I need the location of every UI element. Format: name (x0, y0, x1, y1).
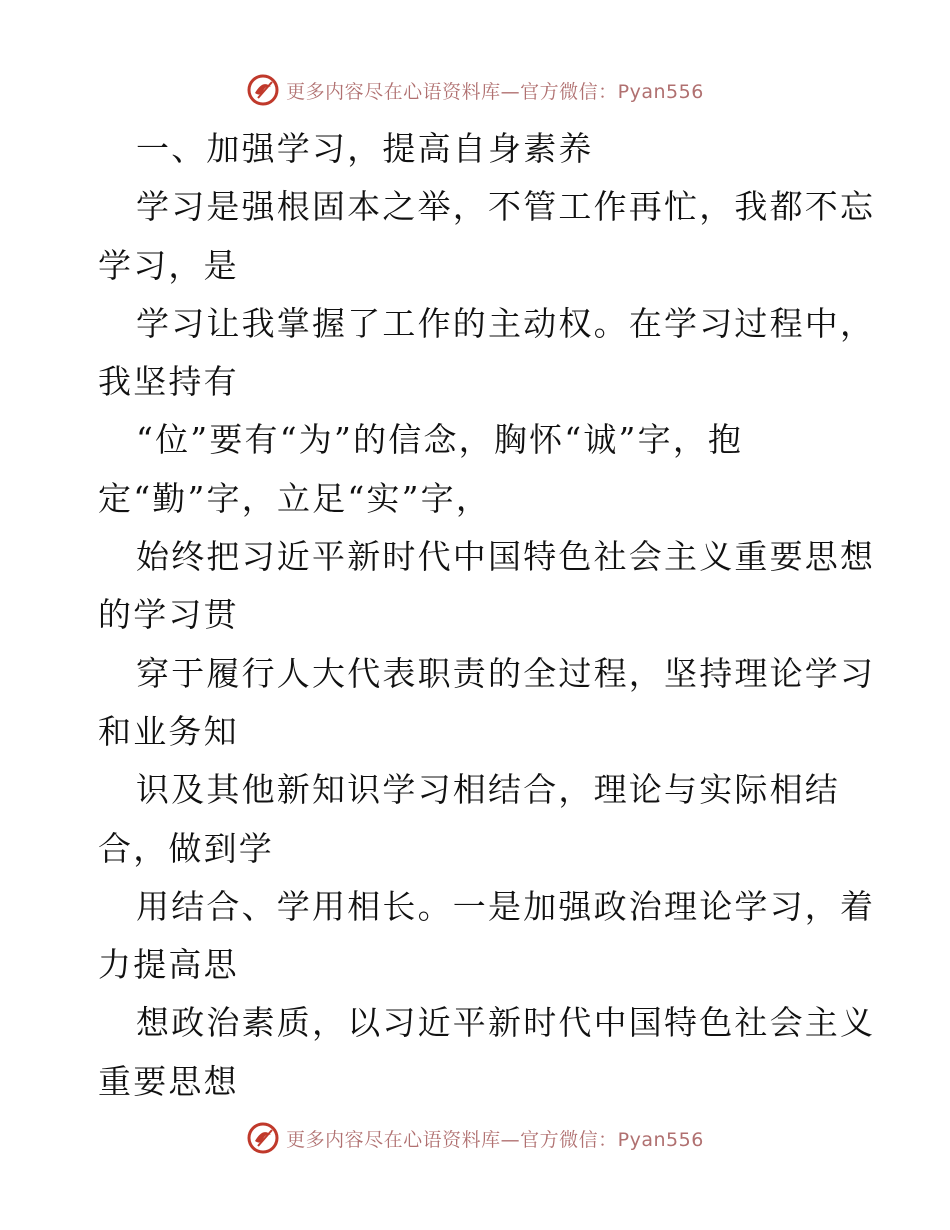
paragraph-line: 力提高思 (98, 945, 239, 985)
section-heading: 一、加强学习，提高自身素养 (136, 129, 594, 168)
paragraph-line: 学习是强根固本之举，不管工作再忙，我都不忘 (136, 187, 876, 227)
paragraph-line: 重要思想 (98, 1061, 239, 1101)
footer-watermark-banner (0, 1118, 950, 1158)
paragraph-line: 穿于履行人大代表职责的全过程，坚持理论学习 (136, 653, 876, 693)
header-watermark-banner (0, 70, 950, 110)
paragraph-line: 我坚持有 (98, 362, 239, 402)
red-swirl-logo-icon (246, 1121, 280, 1155)
paragraph-line: 用结合、学用相长。一是加强政治理论学习，着 (136, 886, 876, 926)
footer-watermark-text: 更多内容尽在心语资料库—官方微信：Pyan556 (286, 1128, 704, 1151)
paragraph-line: 和业务知 (98, 711, 239, 751)
paragraph-line: 学习让我掌握了工作的主动权。在学习过程中， (136, 303, 876, 343)
paragraph-line: 识及其他新知识学习相结合，理论与实际相结 (136, 770, 840, 810)
paragraph-line: 始终把习近平新时代中国特色社会主义重要思想 (136, 537, 876, 577)
paragraph-line: 的学习贯 (98, 595, 239, 635)
paragraph-line: 想政治素质，以习近平新时代中国特色社会主义 (136, 1003, 876, 1043)
paragraph-line: 合，做到学 (98, 828, 274, 868)
document-body (98, 120, 876, 1111)
header-watermark-text: 更多内容尽在心语资料库—官方微信：Pyan556 (286, 80, 704, 103)
paragraph-line: 定“勤”字，立足“实”字， (98, 478, 492, 518)
paragraph-line: “位”要有“为”的信念，胸怀“诚”字，抱 (136, 420, 744, 460)
red-swirl-logo-icon (246, 73, 280, 107)
paragraph-line: 学习，是 (98, 245, 239, 285)
